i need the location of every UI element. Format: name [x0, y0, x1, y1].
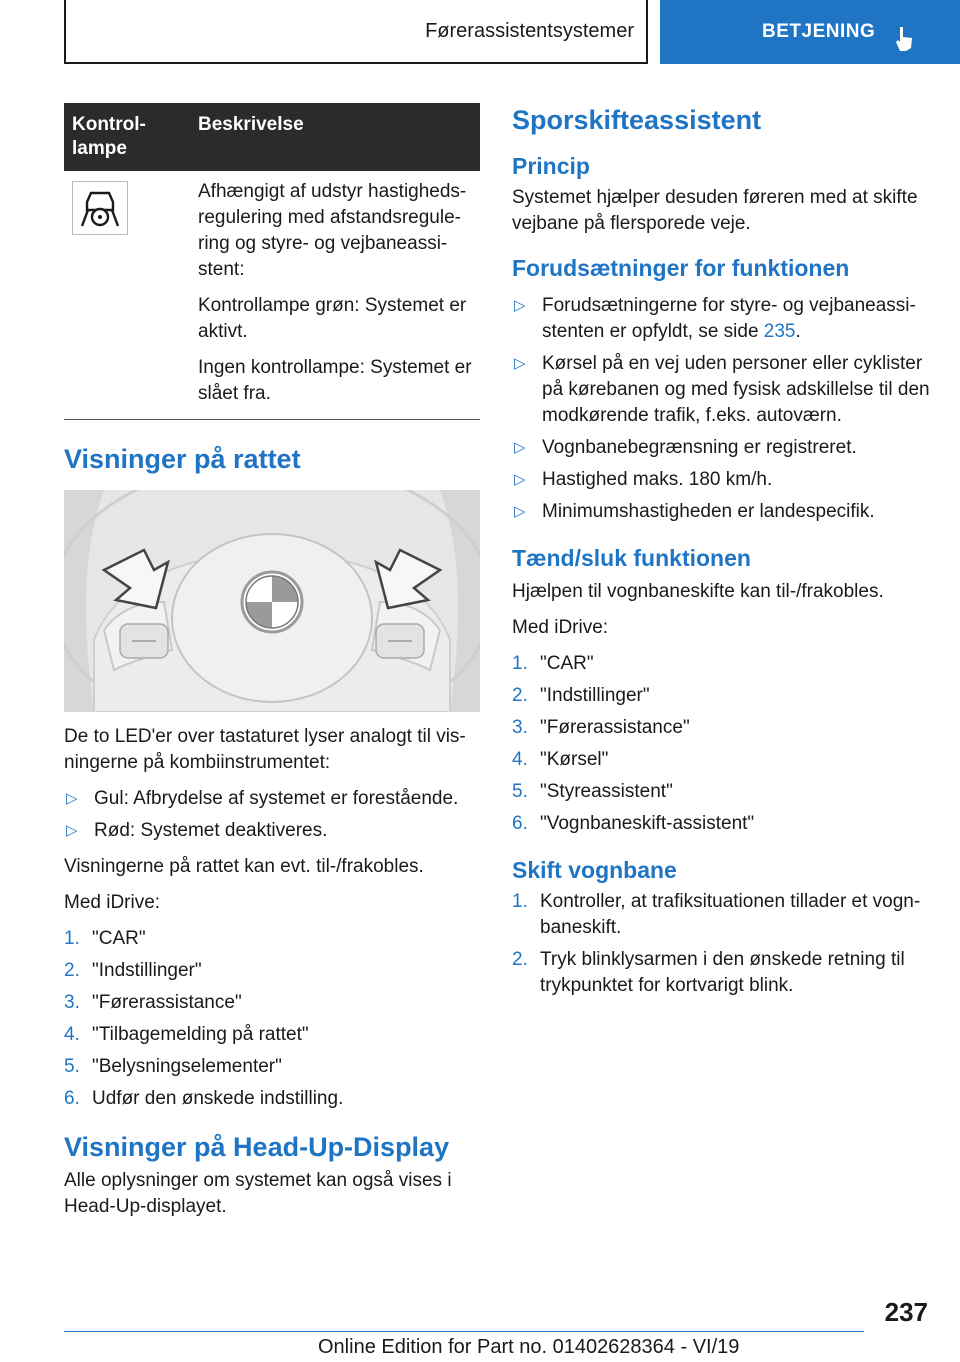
idrive-label: Med iDrive: [64, 892, 161, 913]
princip-text: Systemet hjælper desuden føreren med at skifte vejbane på flersporede veje. [512, 187, 918, 234]
triangle-bullet-icon: ▷ [514, 503, 526, 520]
table-bottom-rule [64, 419, 480, 420]
list-item: 6. Udfør den ønskede indstilling. [64, 1088, 344, 1109]
triangle-bullet-icon: ▷ [514, 439, 526, 456]
list-item: ▷ Kørsel på en vej uden personer eller cyklister på kørebanen og med fysisk adskillelse til den modkørende trafik, f.eks. autoværn. [514, 353, 930, 426]
heading-hud: Visninger på Head-Up-Display [64, 1132, 450, 1162]
list-item: 3. "Førerassistance" [512, 717, 690, 738]
steering-wheel-image [64, 490, 480, 712]
left-steps-list [64, 926, 480, 1112]
list-item: ▷ Minimumshastigheden er landespecifik. [512, 499, 932, 525]
list-item: 1. "CAR" [64, 928, 146, 949]
triangle-bullet-icon: ▷ [514, 471, 526, 488]
list-item: 6. "Vognbaneskift-assistent" [512, 813, 755, 834]
footer-edition: Online Edition for Part no. 01402628364 - VI/19 [318, 1336, 740, 1358]
page-number: 237 [884, 1297, 928, 1327]
list-item: 5. "Belysningselementer" [64, 1056, 282, 1077]
header-section-title: Førerassistentsystemer [425, 19, 634, 42]
list-item: ▷ Hastighed maks. 180 km/h. [512, 467, 932, 493]
taend-text: Hjælpen til vognbaneskifte kan til-/frakobles. [512, 581, 884, 602]
pointing-hand-icon [894, 26, 914, 52]
table-desc-2: Kontrollampe grøn: Systemet er aktivt. [198, 295, 467, 342]
left-column [64, 103, 480, 1230]
triangle-bullet-icon: ▷ [66, 822, 78, 839]
header-chapter-title: BETJENING [762, 21, 876, 42]
list-item: ▷ Gul: Afbrydelse af systemet er forestående. [64, 786, 480, 812]
triangle-bullet-icon: ▷ [514, 355, 526, 372]
list-item: 2. "Indstillinger" [64, 960, 202, 981]
table-desc-3: Ingen kontrollampe: Systemet er slået fra. [198, 357, 472, 404]
skift-steps-list [512, 889, 932, 999]
header-section-box [64, 0, 648, 64]
page-link-235[interactable]: 235 [763, 321, 796, 342]
right-steps-list [512, 651, 932, 837]
table-header-description: Beskrivelse [190, 103, 480, 171]
list-item: 3. "Førerassistance" [64, 992, 242, 1013]
hud-text: Alle oplysninger om systemet kan også vises i Head-Up-displayet. [64, 1170, 452, 1217]
list-item: ▷ Rød: Systemet deaktiveres. [64, 818, 480, 844]
list-item: 4. "Tilbagemelding på rattet" [64, 1024, 309, 1045]
table-header-lamp: Kontrol- lampe [64, 103, 190, 171]
list-item: 1. Kontroller, at trafiksituationen tillader et vogn-baneskift. [512, 891, 921, 938]
footer-rule [64, 1331, 864, 1332]
led-intro-text: De to LED'er over tastaturet lyser analogt til vis-ningerne på kombiinstrumentet: [64, 726, 466, 773]
triangle-bullet-icon: ▷ [514, 297, 526, 314]
heading-skift-vognbane: Skift vognbane [512, 857, 677, 883]
toggle-text: Visningerne på rattet kan evt. til-/frakobles. [64, 856, 424, 877]
list-item: 5. "Styreassistent" [512, 781, 673, 802]
header-chapter-tab[interactable] [660, 0, 960, 64]
list-item: 4. "Kørsel" [512, 749, 609, 770]
triangle-bullet-icon: ▷ [66, 790, 78, 807]
heading-forudsaetninger: Forudsætninger for funktionen [512, 255, 850, 281]
heading-sporskifteassistent: Sporskifteassistent [512, 105, 762, 135]
heading-visninger-rattet: Visninger på rattet [64, 444, 301, 474]
list-item: 2. "Indstillinger" [512, 685, 650, 706]
heading-princip: Princip [512, 153, 590, 179]
list-item: 1. "CAR" [512, 653, 594, 674]
list-item: ▷ Forudsætningerne for styre- og vejbaneassi-stenten er opfyldt, se side 235. [514, 295, 916, 342]
list-item: 2. Tryk blinklysarmen i den ønskede retning til trykpunktet for kortvarigt blink. [512, 949, 905, 996]
list-item: ▷ Vognbanebegrænsning er registreret. [512, 435, 932, 461]
control-lamp-table [64, 103, 480, 417]
idrive-label-right: Med iDrive: [512, 617, 609, 638]
requirements-list [512, 293, 932, 525]
led-bullets [64, 786, 480, 844]
table-desc-1: Afhængigt af udstyr hastigheds-regulering med afstandsregule-ring og styre- og vejbaneassi-stent: [198, 181, 467, 280]
steering-assist-lamp-icon [72, 181, 128, 235]
right-column [512, 103, 932, 1009]
heading-taend-sluk: Tænd/sluk funktionen [512, 545, 751, 571]
